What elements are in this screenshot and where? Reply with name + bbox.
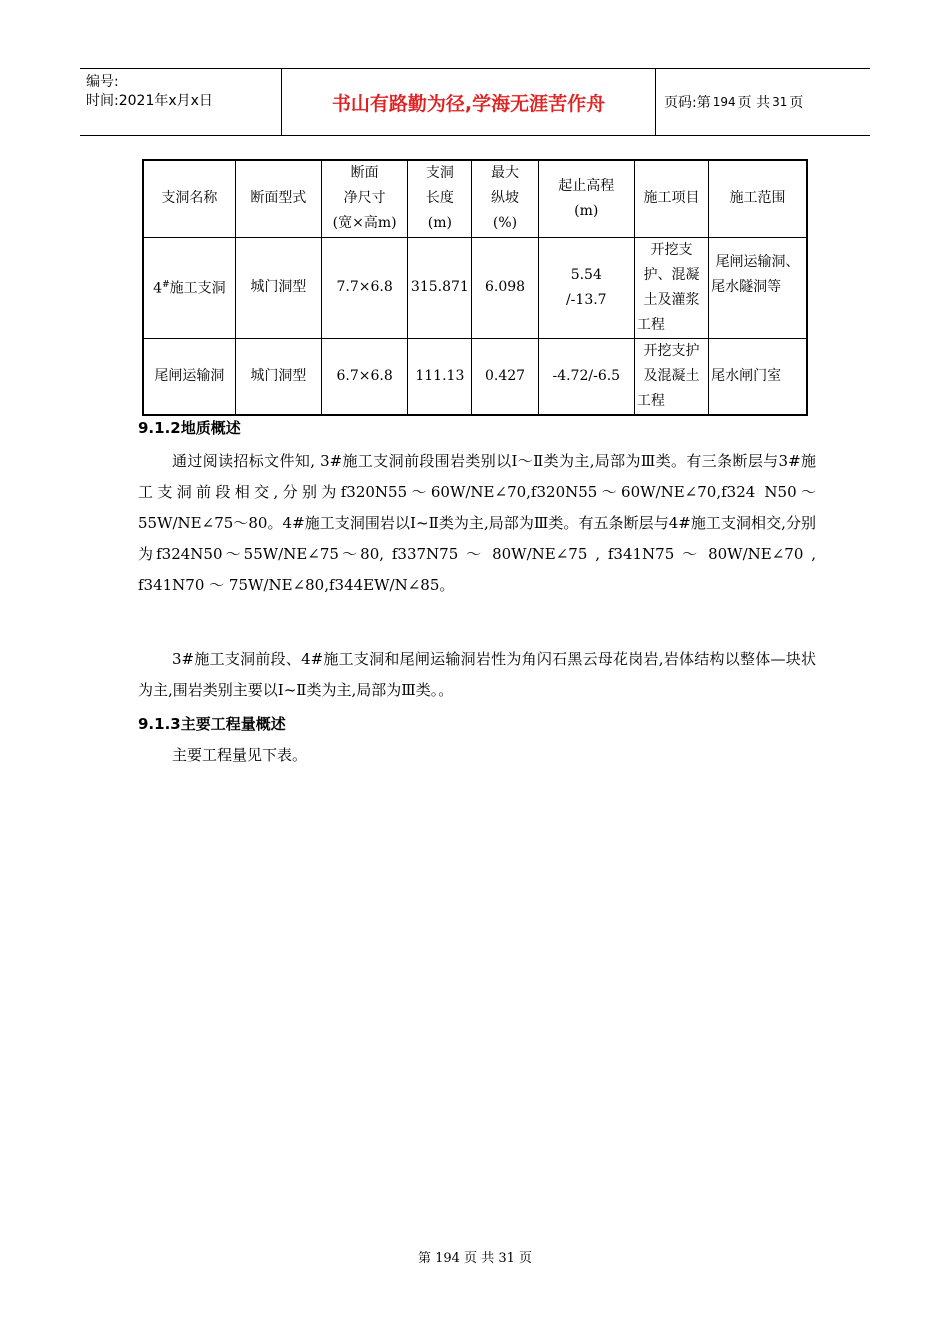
- col-header-type: 断面型式: [235, 160, 321, 237]
- table-header-row: [143, 160, 807, 237]
- cell-name: [143, 237, 235, 338]
- cell-name-sup: #: [162, 280, 170, 291]
- cell-slope: 6.098: [472, 237, 538, 338]
- cell-length: 315.871: [408, 237, 472, 338]
- cell-name-rest: 施工支洞: [169, 280, 226, 297]
- tunnel-table: [142, 159, 808, 416]
- cell-project: 开挖支护、混凝土及灌浆工程: [634, 237, 708, 338]
- header-motto: 书山有路勤为径,学海无涯苦作舟: [282, 69, 656, 135]
- document-time-label: 时间:2021年x月x日: [86, 93, 213, 109]
- col-header-elevation: 起止高程 (m): [538, 160, 634, 237]
- cell-name: 尾闸运输洞: [143, 338, 235, 415]
- col-header-slope: 最大 纵坡 (%): [472, 160, 538, 237]
- cell-elevation: 5.54 /-13.7: [538, 237, 634, 338]
- document-number-label: 编号:: [86, 74, 119, 90]
- header-meta: [80, 69, 282, 135]
- header-page-info: [656, 69, 870, 135]
- section-heading-913: 9.1.3主要工程量概述: [138, 715, 286, 733]
- cell-type: 城门洞型: [235, 338, 321, 415]
- page-mid: 页 共: [737, 95, 771, 111]
- table-row: [143, 338, 807, 415]
- cell-name-main: 4: [153, 280, 163, 297]
- cell-project: 开挖支护及混凝土工程: [634, 338, 708, 415]
- section-913-paragraph-1: 主要工程量见下表。: [172, 746, 308, 764]
- col-header-size: 断面 净尺寸 (宽×高m): [322, 160, 408, 237]
- cell-type: 城门洞型: [235, 237, 321, 338]
- col-header-length: 支洞 长度 (m): [408, 160, 472, 237]
- page-number: 194: [712, 95, 736, 109]
- cell-size: 7.7×6.8: [322, 237, 408, 338]
- table-row: [143, 237, 807, 338]
- col-header-project: 施工项目: [634, 160, 708, 237]
- page-footer: 第 194 页 共 31 页: [417, 1251, 533, 1266]
- page-prefix: 页码:第: [664, 95, 711, 111]
- cell-size: 6.7×6.8: [322, 338, 408, 415]
- col-header-name: 支洞名称: [143, 160, 235, 237]
- cell-scope: 尾水闸门室: [709, 338, 807, 415]
- section-912-paragraph-2: 3#施工支洞前段、4#施工支洞和尾闸运输洞岩性为角闪石黑云母花岗岩,岩体结构以整体—块状为主,围岩类别主要以Ⅰ~Ⅱ类为主,局部为Ⅲ类。。: [138, 650, 816, 699]
- cell-length: 111.13: [408, 338, 472, 415]
- col-header-scope: 施工范围: [709, 160, 807, 237]
- section-912-paragraph-1: 通过阅读招标文件知, 3#施工支洞前段围岩类别以Ⅰ～Ⅱ类为主,局部为Ⅲ类。有三条断层与3#施工支洞前段相交,分别为f320N55～60W/NE∠70,f320N55～60W/NE∠70,f324 N50～55W/NE∠75～80。4#施工支洞围岩以Ⅰ~Ⅱ类为主,局部为Ⅲ类。有五条断层与4#施工支洞相交,分别为f324N50～55W/NE∠75～80, f337N75 ～ 80W/NE∠75 , f341N75 ～ 80W/NE∠70 , f341N70 ～ 75W/NE∠80,f344EW/N∠85。: [138, 452, 816, 594]
- total-pages: 31: [772, 95, 788, 109]
- cell-elevation: -4.72/-6.5: [538, 338, 634, 415]
- cell-slope: 0.427: [472, 338, 538, 415]
- page-header: [80, 68, 870, 136]
- page-suffix: 页: [789, 95, 804, 111]
- section-heading-912: 9.1.2地质概述: [138, 419, 241, 437]
- cell-scope: 尾闸运输洞、尾水隧洞等: [709, 237, 807, 338]
